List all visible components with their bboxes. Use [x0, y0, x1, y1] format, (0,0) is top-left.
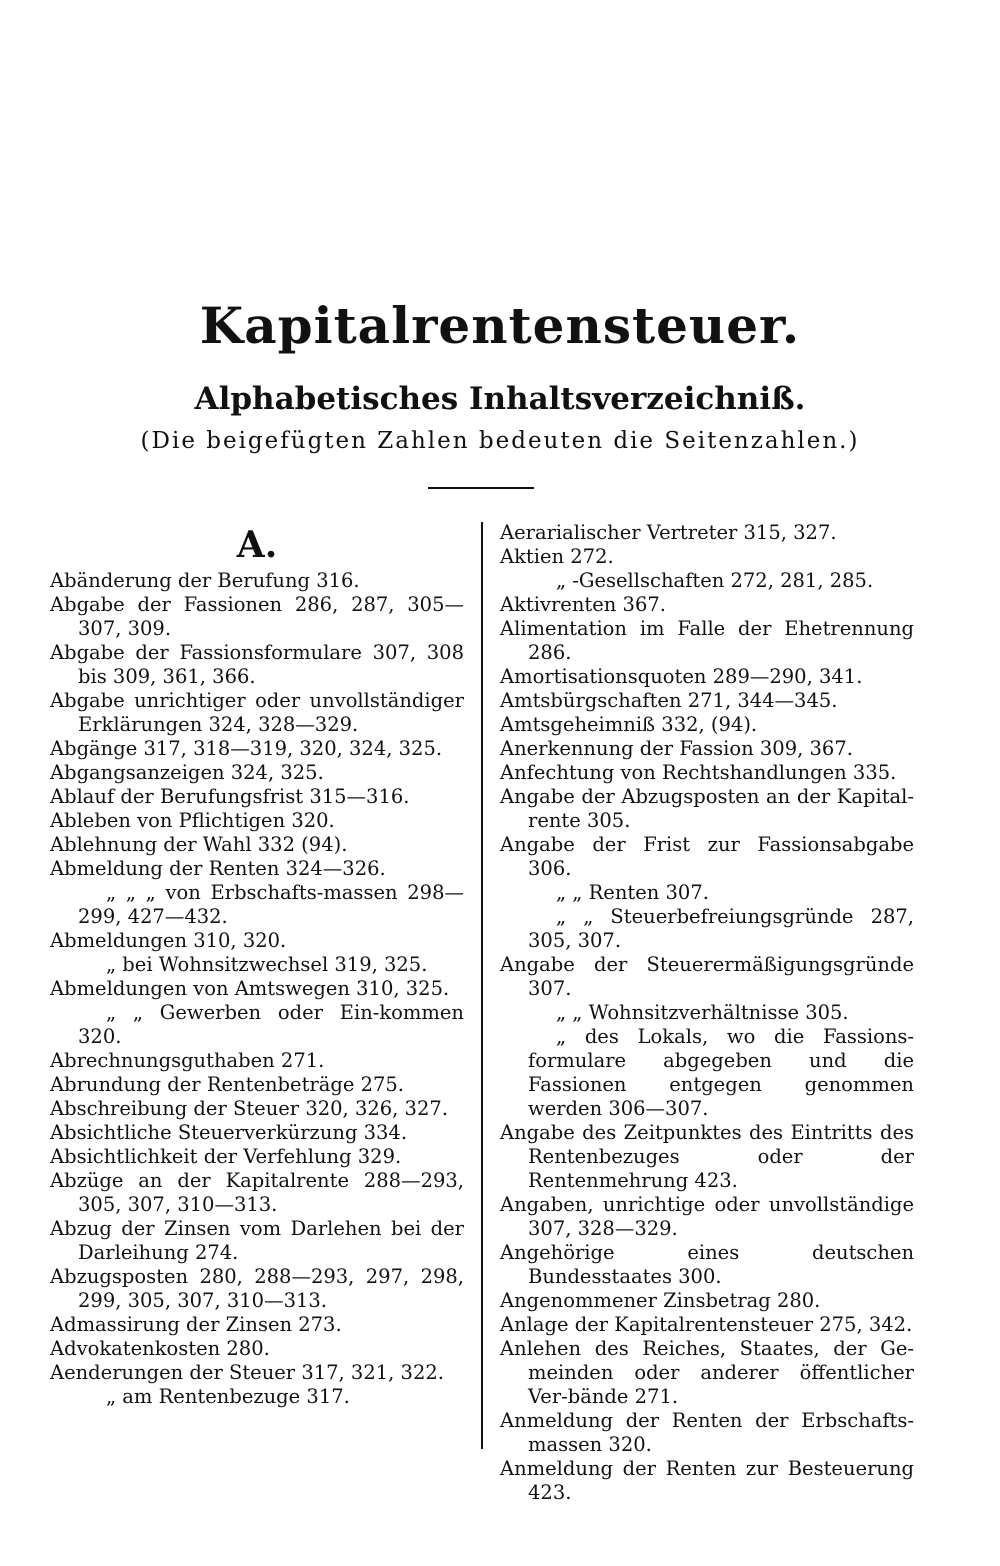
page-number-note: (Die beigefügten Zahlen bedeuten die Seitenzahlen.): [140, 428, 860, 454]
index-entry: Aenderungen der Steuer 317, 321, 322.: [50, 1361, 444, 1384]
index-entry: Abmeldungen von Amtswegen 310, 325.: [50, 977, 450, 1000]
index-entry: Ableben von Pflichtigen 320.: [50, 809, 335, 832]
index-entry: Abzug der Zinsen vom Darlehen bei der Darleihung 274.: [50, 1217, 464, 1264]
index-entry: „ „ Gewerben oder Ein-kommen 320.: [78, 1001, 464, 1048]
index-entry: Abgabe unrichtiger oder unvollständiger Erklärungen 324, 328—329.: [50, 689, 464, 736]
index-entry: „ „ Renten 307.: [556, 881, 709, 904]
index-entry: Abrundung der Rentenbeträge 275.: [50, 1073, 404, 1096]
index-entry: Anerkennung der Fassion 309, 367.: [500, 737, 853, 760]
index-entry: Abänderung der Berufung 316.: [50, 569, 360, 592]
index-entry: Aktien 272.: [500, 545, 614, 568]
section-letter: A.: [236, 524, 278, 566]
index-entry: Abschreibung der Steuer 320, 326, 327.: [50, 1097, 448, 1120]
index-entry: Abgabe der Fassionsformulare 307, 308 bis 309, 361, 366.: [50, 641, 464, 688]
index-entry: „ am Rentenbezuge 317.: [106, 1385, 350, 1408]
index-entry: „ des Lokals, wo die Fassions-formulare abgegeben und die Fassionen entgegen genommen werden 306—307.: [528, 1025, 914, 1120]
column-divider: [481, 522, 483, 1449]
index-list-right: [500, 521, 914, 1505]
index-entry: Angabe der Abzugsposten an der Kapital-rente 305.: [500, 785, 914, 832]
index-entry: Amortisationsquoten 289—290, 341.: [500, 665, 863, 688]
index-entry: Advokatenkosten 280.: [50, 1337, 270, 1360]
index-entry: Angabe der Frist zur Fassionsabgabe 306.: [500, 833, 914, 880]
divider-rule: [428, 487, 534, 489]
index-entry: Abrechnungsguthaben 271.: [50, 1049, 325, 1072]
page-title: Kapitalrentensteuer.: [199, 296, 801, 355]
index-entry: Ablehnung der Wahl 332 (94).: [50, 833, 348, 856]
index-entry: Amtsgeheimniß 332, (94).: [500, 713, 758, 736]
index-entry: Abmeldungen 310, 320.: [50, 929, 287, 952]
index-column-right: [500, 521, 914, 1505]
index-entry: Angabe des Zeitpunktes des Eintritts des Rentenbezuges oder der Rentenmehrung 423.: [500, 1121, 914, 1192]
index-entry: Abgangsanzeigen 324, 325.: [50, 761, 324, 784]
index-entry: Abgänge 317, 318—319, 320, 324, 325.: [50, 737, 443, 760]
index-entry: „ -Gesellschaften 272, 281, 285.: [556, 569, 874, 592]
index-entry: Angenommener Zinsbetrag 280.: [500, 1289, 821, 1312]
index-entry: Absichtlichkeit der Verfehlung 329.: [50, 1145, 402, 1168]
index-entry: Alimentation im Falle der Ehetrennung 286.: [500, 617, 914, 664]
index-entry: „ „ „ von Erbschafts-massen 298—299, 427—432.: [78, 881, 464, 928]
index-entry: Abgabe der Fassionen 286, 287, 305—307, 309.: [50, 593, 464, 640]
index-entry: Angaben, unrichtige oder unvollständige 307, 328—329.: [500, 1193, 914, 1240]
index-entry: Amtsbürgschaften 271, 344—345.: [500, 689, 838, 712]
index-entry: Anmeldung der Renten zur Besteuerung 423.: [500, 1457, 914, 1504]
index-heading: Alphabetisches Inhaltsverzeichniß.: [194, 381, 806, 417]
index-entry: Abzugsposten 280, 288—293, 297, 298, 299, 305, 307, 310—313.: [50, 1265, 464, 1312]
index-entry: Anlehen des Reiches, Staates, der Ge-meinden oder anderer öffentlicher Ver-bände 271.: [500, 1337, 914, 1408]
index-entry: Anfechtung von Rechtshandlungen 335.: [500, 761, 897, 784]
index-entry: Aerarialischer Vertreter 315, 327.: [500, 521, 837, 544]
index-entry: „ „ Steuerbefreiungsgründe 287, 305, 307.: [528, 905, 914, 952]
index-entry: Ablauf der Berufungsfrist 315—316.: [50, 785, 410, 808]
index-entry: Anmeldung der Renten der Erbschafts-massen 320.: [500, 1409, 914, 1456]
index-entry: Anlage der Kapitalrentensteuer 275, 342.: [500, 1313, 913, 1336]
index-entry: Abmeldung der Renten 324—326.: [50, 857, 386, 880]
index-entry: Angabe der Steuerermäßigungsgründe 307.: [500, 953, 914, 1000]
index-entry: Abzüge an der Kapitalrente 288—293, 305, 307, 310—313.: [50, 1169, 464, 1216]
index-column-left: [50, 521, 464, 1409]
index-entry: Angehörige eines deutschen Bundesstaates 300.: [500, 1241, 914, 1288]
index-entry: Absichtliche Steuerverkürzung 334.: [50, 1121, 408, 1144]
index-entry: Aktivrenten 367.: [500, 593, 666, 616]
index-entry: „ „ Wohnsitzverhältnisse 305.: [556, 1001, 849, 1024]
index-list-left: [50, 569, 464, 1409]
index-entry: Admassirung der Zinsen 273.: [50, 1313, 342, 1336]
index-entry: „ bei Wohnsitzwechsel 319, 325.: [106, 953, 428, 976]
